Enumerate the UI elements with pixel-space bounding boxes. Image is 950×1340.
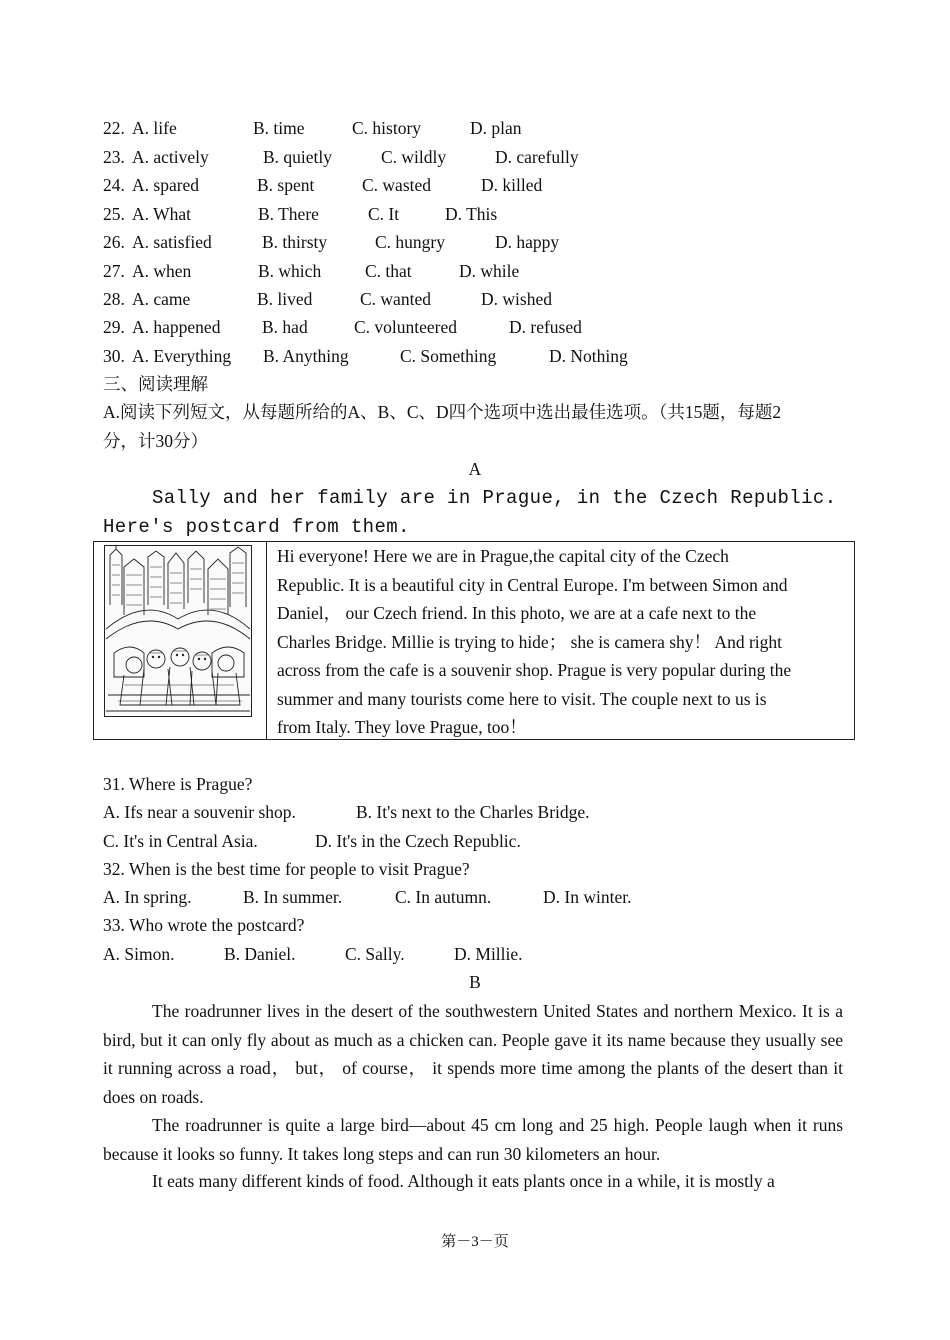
cloze-option-b: B. time — [253, 118, 305, 138]
cloze-option-d: D. killed — [481, 175, 543, 195]
cloze-number: 30. — [103, 346, 125, 366]
cloze-option-c: C. history — [352, 118, 422, 138]
cloze-number: 25. — [103, 204, 125, 224]
cloze-option-a: A. when — [132, 261, 192, 281]
cloze-option-d: D. Nothing — [549, 346, 628, 366]
cloze-option-c: C. It — [368, 204, 400, 224]
cloze-option-a: A. life — [132, 118, 177, 138]
cloze-option-b: B. had — [262, 317, 308, 337]
postcard-text — [277, 542, 843, 742]
postcard-line: Charles Bridge. Millie is trying to hide； she is camera shy！ And right — [277, 631, 782, 652]
cloze-number: 28. — [103, 289, 125, 309]
q31-option-c: C. It's in Central Asia. — [103, 831, 258, 851]
page-footer: 第－3－页 — [441, 1234, 509, 1250]
cloze-option-a: A. actively — [132, 147, 209, 167]
passage-a-label: A — [468, 459, 482, 479]
q33-stem: 33. Who wrote the postcard? — [103, 915, 305, 935]
postcard-line: summer and many tourists come here to visit. The couple next to us is — [277, 688, 767, 709]
cloze-option-d: D. carefully — [495, 147, 579, 167]
passage-a-intro-line2: Here's postcard from them. — [103, 516, 410, 538]
cloze-option-d: D. happy — [495, 232, 560, 252]
cloze-option-d: D. refused — [509, 317, 582, 337]
postcard-divider — [266, 542, 267, 739]
cloze-option-c: C. wasted — [362, 175, 432, 195]
passage-b-paragraph-1: The roadrunner lives in the desert of the southwestern United States and northern Mexico. It is a bird, but it can only fly about as much as a chicken can. People gave it its name because they usually see it running across a road， but， of course， it spends more time among the plants of the desert than it does on roads. — [103, 1001, 843, 1107]
cloze-option-a: A. happened — [132, 317, 221, 337]
postcard-line: across from the cafe is a souvenir shop. Prague is very popular during the — [277, 660, 792, 680]
postcard-line: Hi everyone! Here we are in Prague,the capital city of the Czech — [277, 546, 729, 566]
cloze-option-b: B. quietly — [263, 147, 333, 167]
cloze-option-a: A. spared — [132, 175, 200, 195]
cloze-option-d: D. while — [459, 261, 520, 281]
q31-option-a: A. Ifs near a souvenir shop. — [103, 802, 296, 822]
q33-option-c: C. Sally. — [345, 944, 405, 964]
q31-option-b: B. It's next to the Charles Bridge. — [356, 802, 590, 822]
cloze-option-b: B. which — [258, 261, 322, 281]
postcard-photo — [104, 545, 252, 717]
cloze-option-b: B. There — [258, 204, 319, 224]
cloze-number: 24. — [103, 175, 125, 195]
section-instruction-line2: 分，计30分） — [103, 431, 208, 451]
postcard-line: Daniel， our Czech friend. In this photo, we are at a cafe next to the — [277, 603, 757, 623]
cloze-option-d: D. wished — [481, 289, 552, 309]
postcard-box — [93, 541, 855, 740]
cloze-option-c: C. hungry — [375, 232, 445, 252]
q33-option-b: B. Daniel. — [224, 944, 296, 964]
cloze-option-a: A. Everything — [132, 346, 232, 366]
q32-option-a: A. In spring. — [103, 887, 192, 907]
cloze-number: 29. — [103, 317, 125, 337]
cloze-option-c: C. wildly — [381, 147, 447, 167]
passage-b-label: B — [469, 972, 481, 992]
cloze-option-c: C. wanted — [360, 289, 431, 309]
passage-b-paragraph-3: It eats many different kinds of food. Although it eats plants once in a while, it is mostly a — [152, 1171, 775, 1191]
cloze-option-c: C. that — [365, 261, 412, 281]
cloze-number: 23. — [103, 147, 125, 167]
cloze-option-b: B. lived — [257, 289, 313, 309]
section-heading: 三、阅读理解 — [103, 374, 208, 394]
q32-stem: 32. When is the best time for people to visit Prague? — [103, 859, 470, 879]
section-instruction-line1: A.阅读下列短文，从每题所给的A、B、C、D四个选项中选出最佳选项。（共15题，每题2 — [103, 402, 782, 422]
q33-option-d: D. Millie. — [454, 944, 523, 964]
passage-b-paragraph-2: The roadrunner is quite a large bird—about 45 cm long and 25 high. People laugh when it runs because it looks so funny. It takes long steps and can run 30 kilometers an hour. — [103, 1115, 843, 1164]
q32-option-d: D. In winter. — [543, 887, 632, 907]
cloze-option-d: D. plan — [470, 118, 522, 138]
q31-stem: 31. Where is Prague? — [103, 774, 253, 794]
cloze-option-b: B. spent — [257, 175, 315, 195]
cloze-number: 26. — [103, 232, 125, 252]
q31-option-d: D. It's in the Czech Republic. — [315, 831, 521, 851]
cloze-option-b: B. Anything — [263, 346, 349, 366]
cloze-option-a: A. came — [132, 289, 191, 309]
postcard-line: Republic. It is a beautiful city in Central Europe. I'm between Simon and — [277, 574, 788, 595]
q32-option-c: C. In autumn. — [395, 887, 492, 907]
passage-a-intro-line1: Sally and her family are in Prague, in the Czech Republic. — [152, 487, 837, 509]
q32-option-b: B. In summer. — [243, 887, 343, 907]
cloze-option-c: C. Something — [400, 346, 497, 366]
q33-option-a: A. Simon. — [103, 944, 175, 964]
cloze-number: 22. — [103, 118, 125, 138]
cloze-option-a: A. satisfied — [132, 232, 212, 252]
cloze-option-c: C. volunteered — [354, 317, 458, 337]
cloze-option-d: D. This — [445, 204, 498, 224]
postcard-line: from Italy. They love Prague, too！ — [277, 717, 527, 737]
cloze-option-a: A. What — [132, 204, 191, 224]
cloze-number: 27. — [103, 261, 125, 281]
cloze-option-b: B. thirsty — [262, 232, 328, 252]
